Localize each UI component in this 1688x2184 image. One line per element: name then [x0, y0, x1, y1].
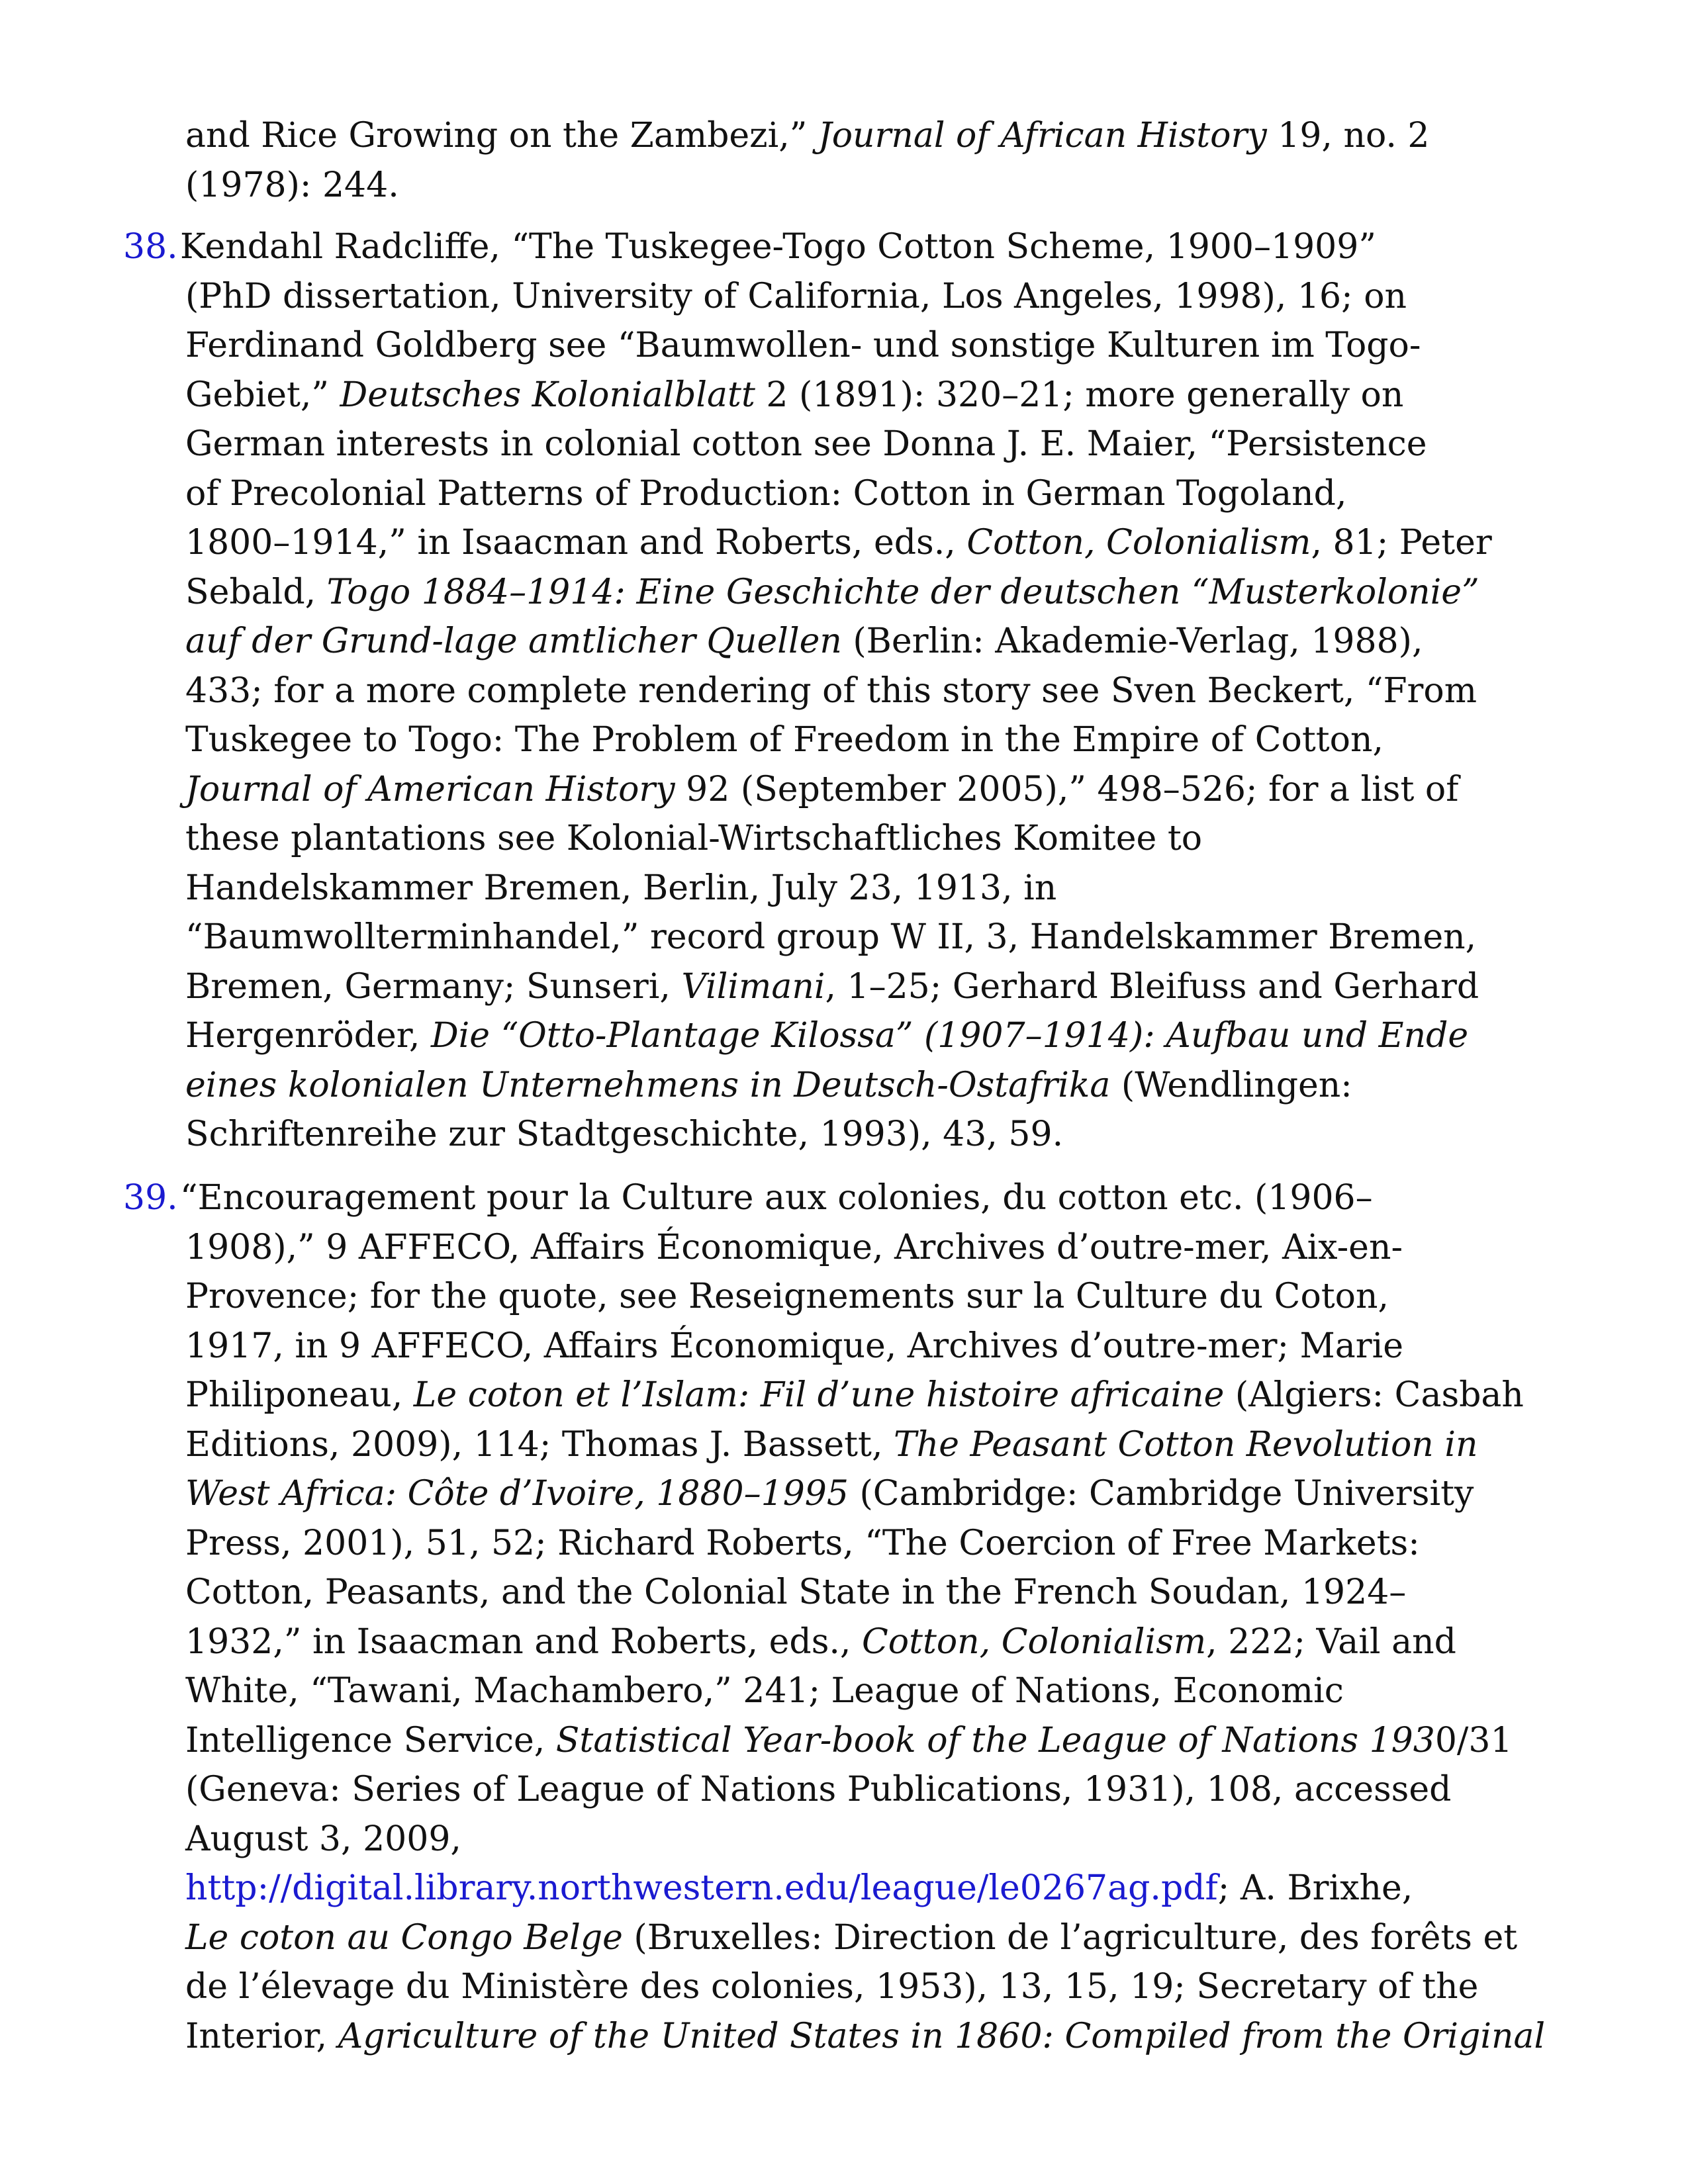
book-title: Le coton et l’Islam: Fil d’une histoire africaine: [413, 1375, 1225, 1415]
text-line: Handelskammer Bremen, Berlin, July 23, 1913, in: [185, 868, 1057, 908]
text-line: 1917, in 9 AFFECO, Affairs Économique, Archives d’outre-mer; Marie: [185, 1326, 1404, 1366]
text-line: German interests in colonial cotton see Donna J. E. Maier, “Persistence: [185, 424, 1427, 464]
text-line: these plantations see Kolonial-Wirtschaftliches Komitee to: [185, 819, 1203, 858]
text-line: Journal of American History 92 (September 2005),” 498–526; for a list of: [185, 769, 1459, 809]
text-line: “Baumwollterminhandel,” record group W II, 3, Handelskammer Bremen,: [185, 917, 1477, 957]
text-line: 1932,” in Isaacman and Roberts, eds., Cotton, Colonialism, 222; Vail and: [185, 1621, 1456, 1662]
book-title: The Peasant Cotton Revolution in: [894, 1424, 1478, 1465]
book-title: Le coton au Congo Belge: [185, 1917, 623, 1958]
text-line: White, “Tawani, Machambero,” 241; League of Nations, Economic: [185, 1671, 1344, 1711]
note-39-number-link[interactable]: 39.: [123, 1178, 178, 1218]
text-line: Gebiet,” Deutsches Kolonialblatt 2 (1891): 320–21; more generally on: [185, 375, 1404, 415]
text-line: Philiponeau, Le coton et l’Islam: Fil d’une histoire africaine (Algiers: Casbah: [185, 1375, 1524, 1415]
text-line: (1978): 244.: [185, 165, 399, 205]
text-line: Editions, 2009), 114; Thomas J. Bassett, The Peasant Cotton Revolution in: [185, 1424, 1478, 1465]
text-line: Bremen, Germany; Sunseri, Vilimani, 1–25; Gerhard Bleifuss and Gerhard: [185, 966, 1479, 1007]
text-line: Ferdinand Goldberg see “Baumwollen- und sonstige Kulturen im Togo-: [185, 326, 1421, 365]
note-39: [180, 1173, 1589, 2061]
text-line: Hergenröder, Die “Otto-Plantage Kilossa” (1907–1914): Aufbau und Ende: [185, 1016, 1469, 1056]
note-37-continuation: [185, 111, 1589, 210]
text-line: 1800–1914,” in Isaacman and Roberts, eds., Cotton, Colonialism, 81; Peter: [185, 523, 1492, 563]
text-line: Cotton, Peasants, and the Colonial State in the French Soudan, 1924–: [185, 1572, 1407, 1612]
text-line: and Rice Growing on the Zambezi,” Journal of African History 19, no. 2: [185, 116, 1430, 156]
league-of-nations-url-link[interactable]: http://digital.library.northwestern.edu/league/le0267ag.pdf: [185, 1868, 1218, 1908]
text-line: Press, 2001), 51, 52; Richard Roberts, “The Coercion of Free Markets:: [185, 1523, 1420, 1563]
text-line: 1908),” 9 AFFECO, Affairs Économique, Archives d’outre-mer, Aix-en-: [185, 1227, 1403, 1267]
book-title: Cotton, Colonialism: [861, 1621, 1207, 1662]
book-title: auf der Grund-lage amtlicher Quellen: [185, 621, 842, 661]
book-title: Die “Otto-Plantage Kilossa” (1907–1914): Aufbau und Ende: [430, 1016, 1469, 1056]
text-line: Tuskegee to Togo: The Problem of Freedom in the Empire of Cotton,: [185, 720, 1383, 760]
note-38-number-link[interactable]: 38.: [123, 227, 178, 267]
book-title: Statistical Year-book of the League of Nations 193: [555, 1720, 1435, 1760]
text-line: Kendahl Radcliffe, “The Tuskegee-Togo Cotton Scheme, 1900–1909”: [180, 227, 1376, 267]
text-line: (Geneva: Series of League of Nations Publications, 1931), 108, accessed: [185, 1770, 1452, 1809]
book-title: Togo 1884–1914: Eine Geschichte der deutschen “Musterkolonie”: [326, 572, 1479, 612]
note-38: [180, 222, 1589, 1160]
book-title: Cotton, Colonialism: [966, 523, 1311, 563]
text-line: of Precolonial Patterns of Production: Cotton in German Togoland,: [185, 473, 1347, 514]
text-line: Provence; for the quote, see Reseignements sur la Culture du Coton,: [185, 1277, 1389, 1316]
text-line: Sebald, Togo 1884–1914: Eine Geschichte der deutschen “Musterkolonie”: [185, 572, 1479, 612]
book-title: West Africa: Côte d’Ivoire, 1880–1995: [185, 1474, 849, 1514]
journal-title: Journal of American History: [185, 769, 675, 809]
text-line: “Encouragement pour la Culture aux colonies, du cotton etc. (1906–: [180, 1178, 1373, 1218]
book-title: Vilimani: [681, 966, 825, 1007]
text-line: Intelligence Service, Statistical Year-book of the League of Nations 1930/31: [185, 1720, 1513, 1760]
text-line: (PhD dissertation, University of California, Los Angeles, 1998), 16; on: [185, 276, 1407, 316]
text-line: West Africa: Côte d’Ivoire, 1880–1995 (Cambridge: Cambridge University: [185, 1474, 1474, 1514]
book-title: eines kolonialen Unternehmens in Deutsch-Ostafrika: [185, 1065, 1111, 1105]
text-line: Interior, Agriculture of the United States in 1860: Compiled from the Original: [185, 2016, 1546, 2056]
text-line: Le coton au Congo Belge (Bruxelles: Direction de l’agriculture, des forêts et: [185, 1917, 1518, 1958]
text-line: Schriftenreihe zur Stadtgeschichte, 1993), 43, 59.: [185, 1115, 1064, 1154]
text-line: August 3, 2009,: [185, 1819, 461, 1859]
journal-title: Journal of African History: [818, 116, 1267, 156]
text-line: 433; for a more complete rendering of this story see Sven Beckert, “From: [185, 670, 1477, 711]
text-line: de l’élevage du Ministère des colonies, 1953), 13, 15, 19; Secretary of the: [185, 1967, 1479, 2007]
book-title: Agriculture of the United States in 1860: Compiled from the Original: [338, 2016, 1546, 2056]
text-line: eines kolonialen Unternehmens in Deutsch-Ostafrika (Wendlingen:: [185, 1065, 1352, 1105]
text-line: http://digital.library.northwestern.edu/league/le0267ag.pdf; A. Brixhe,: [185, 1868, 1413, 1908]
text-line: auf der Grund-lage amtlicher Quellen (Berlin: Akademie-Verlag, 1988),: [185, 621, 1423, 661]
journal-title: Deutsches Kolonialblatt: [340, 375, 755, 415]
